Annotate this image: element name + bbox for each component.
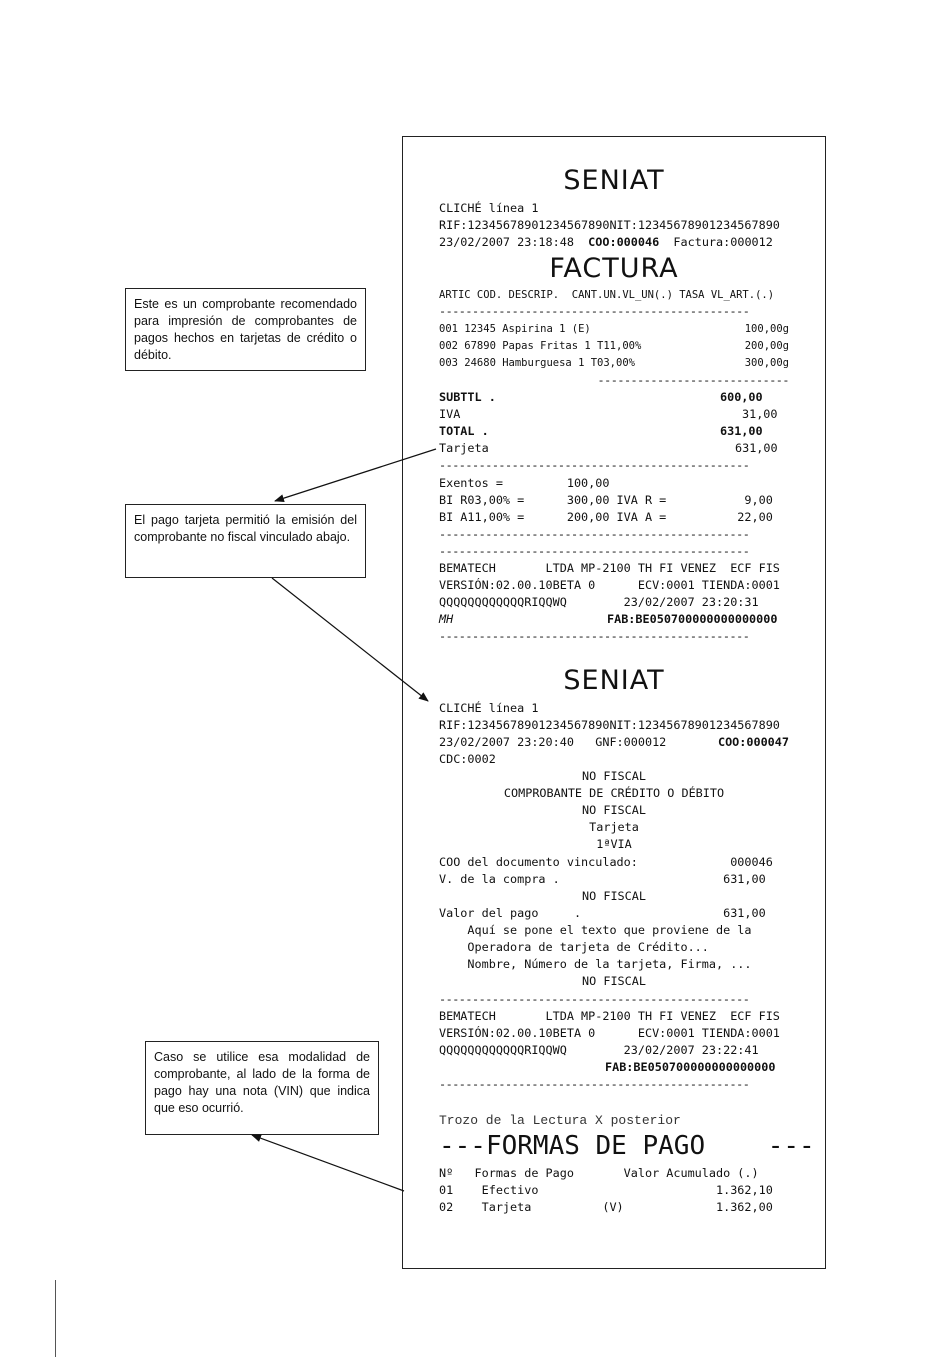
separator: ----------------------------------------------- xyxy=(439,992,750,1006)
operator-text-2: Operadora de tarjeta de Crédito... xyxy=(439,940,709,954)
separator: ----------------------------------------------- xyxy=(439,1077,750,1091)
footer-fab: FAB:BE050700000000000000 xyxy=(607,612,778,626)
valor-pago-row: Valor del pago . 631,00 xyxy=(439,906,766,920)
operator-text-3: Nombre, Número de la tarjeta, Firma, ... xyxy=(439,957,752,971)
short-separator: ----------------------------- xyxy=(597,373,789,387)
coo-vinculado-row: COO del documento vinculado: 000046 xyxy=(439,855,773,869)
invoice-item-1 xyxy=(439,321,789,338)
lectura-x-caption: Trozo de la Lectura X posterior xyxy=(439,1113,681,1128)
invoice-footer-line2: VERSIÓN:02.00.10BETA 0 ECV:0001 TIENDA:0001 xyxy=(439,578,780,592)
exentos-row: Exentos = 100,00 xyxy=(439,476,610,490)
formas-row-efectivo: 01 Efectivo 1.362,10 xyxy=(439,1183,773,1197)
iva-label: IVA xyxy=(439,407,461,421)
separator: ----------------------------------------------- xyxy=(439,629,750,643)
voucher-footer-fab: FAB:BE050700000000000000 xyxy=(605,1060,776,1074)
voucher-header: SENIAT xyxy=(563,665,665,696)
invoice-item-2 xyxy=(439,338,789,355)
iva-row xyxy=(439,406,789,423)
note-recommended: Este es un comprobante recomendado para impresión de comprobantes de pagos hechos en tarjetas de crédito o débito. xyxy=(125,288,366,371)
invoice-header: SENIAT xyxy=(563,165,665,196)
item-desc: 002 67890 Papas Fritas 1 T11,00% xyxy=(439,340,642,352)
bi-r-row: BI R03,00% = 300,00 IVA R = 9,00 xyxy=(439,493,773,507)
voucher-cliche: CLICHÉ línea 1 xyxy=(439,701,539,715)
receipt xyxy=(402,136,826,1269)
subtotal-value: 600,00 xyxy=(720,390,763,404)
voucher-via: 1ªVIA xyxy=(596,837,632,851)
invoice-doc-title: FACTURA xyxy=(549,253,679,284)
no-fiscal-label: NO FISCAL xyxy=(582,803,646,817)
arrow-formas-to-note xyxy=(252,1135,404,1191)
separator: ----------------------------------------------- xyxy=(439,458,750,472)
voucher-footer-line2: VERSIÓN:02.00.10BETA 0 ECV:0001 TIENDA:0001 xyxy=(439,1026,780,1040)
tarjeta-value: 631,00 xyxy=(735,441,778,455)
item-desc: 003 24680 Hamburguesa 1 T03,00% xyxy=(439,357,635,369)
item-value: 200,00g xyxy=(744,340,789,352)
invoice-footer-line1: BEMATECH LTDA MP-2100 TH FI VENEZ ECF FIS xyxy=(439,561,780,575)
invoice-coo: COO:000046 xyxy=(588,235,660,249)
total-row xyxy=(439,423,789,440)
total-value: 631,00 xyxy=(720,424,763,438)
invoice-datetime-line xyxy=(439,234,789,251)
note-card-payment: El pago tarjeta permitió la emisión del comprobante no fiscal vinculado abajo. xyxy=(125,504,366,578)
no-fiscal-label: NO FISCAL xyxy=(582,889,646,903)
invoice-datetime: 23/02/2007 23:18:48 xyxy=(439,235,574,249)
tarjeta-label: Tarjeta xyxy=(439,441,489,455)
operator-text-1: Aquí se pone el texto que proviene de la xyxy=(439,923,752,937)
no-fiscal-label: NO FISCAL xyxy=(582,769,646,783)
separator: ----------------------------------------------- xyxy=(439,527,750,541)
voucher-datetime-gnf: 23/02/2007 23:20:40 GNF:000012 xyxy=(439,735,667,749)
item-value: 100,00g xyxy=(744,323,789,335)
invoice-columns: ARTIC COD. DESCRIP. CANT.UN.VL_UN(.) TASA VL_ART.(.) xyxy=(439,289,775,301)
voucher-coo: COO:000047 xyxy=(717,735,789,749)
voucher-footer-line1: BEMATECH LTDA MP-2100 TH FI VENEZ ECF FIS xyxy=(439,1009,780,1023)
separator: ----------------------------------------------- xyxy=(439,304,750,318)
formas-de-pago-title: ---FORMAS DE PAGO --- xyxy=(439,1131,815,1161)
tarjeta-row xyxy=(439,440,789,457)
voucher-footer-line3: QQQQQQQQQQQQRIQQWQ 23/02/2007 23:22:41 xyxy=(439,1043,759,1057)
voucher-cdc: CDC:0002 xyxy=(439,752,496,766)
voucher-tarjeta: Tarjeta xyxy=(589,820,639,834)
item-value: 300,00g xyxy=(744,357,789,369)
iva-value: 31,00 xyxy=(742,407,778,421)
invoice-factura-number: Factura:000012 xyxy=(673,235,773,249)
voucher-rif-nit: RIF:12345678901234567890NIT:12345678901234567890 xyxy=(439,718,780,732)
no-fiscal-label: NO FISCAL xyxy=(582,974,646,988)
bi-a-row: BI A11,00% = 200,00 IVA A = 22,00 xyxy=(439,510,773,524)
page-margin-rule xyxy=(55,1280,56,1357)
invoice-cliche: CLICHÉ línea 1 xyxy=(439,201,539,215)
formas-columns: Nº Formas de Pago Valor Acumulado (.) xyxy=(439,1166,759,1180)
item-desc: 001 12345 Aspirina 1 (E) xyxy=(439,323,591,335)
formas-row-tarjeta: 02 Tarjeta (V) 1.362,00 xyxy=(439,1200,773,1214)
subtotal-label: SUBTTL . xyxy=(439,390,496,404)
comprobante-title: COMPROBANTE DE CRÉDITO O DÉBITO xyxy=(503,786,725,800)
total-label: TOTAL . xyxy=(439,424,489,438)
invoice-footer-fab-row xyxy=(439,611,789,628)
voucher-datetime-row xyxy=(439,734,789,751)
footer-mh: MH xyxy=(439,612,454,626)
subtotal-row xyxy=(439,389,789,406)
invoice-item-3 xyxy=(439,355,789,372)
invoice-footer-line3: QQQQQQQQQQQQRIQQWQ 23/02/2007 23:20:31 xyxy=(439,595,759,609)
invoice-rif-nit: RIF:12345678901234567890NIT:12345678901234567890 xyxy=(439,218,780,232)
separator: ----------------------------------------------- xyxy=(439,544,750,558)
v-compra-row: V. de la compra . 631,00 xyxy=(439,872,766,886)
note-vin: Caso se utilice esa modalidad de comprobante, al lado de la forma de pago hay una nota (VIN) que indica que eso ocurrió. xyxy=(145,1041,379,1135)
